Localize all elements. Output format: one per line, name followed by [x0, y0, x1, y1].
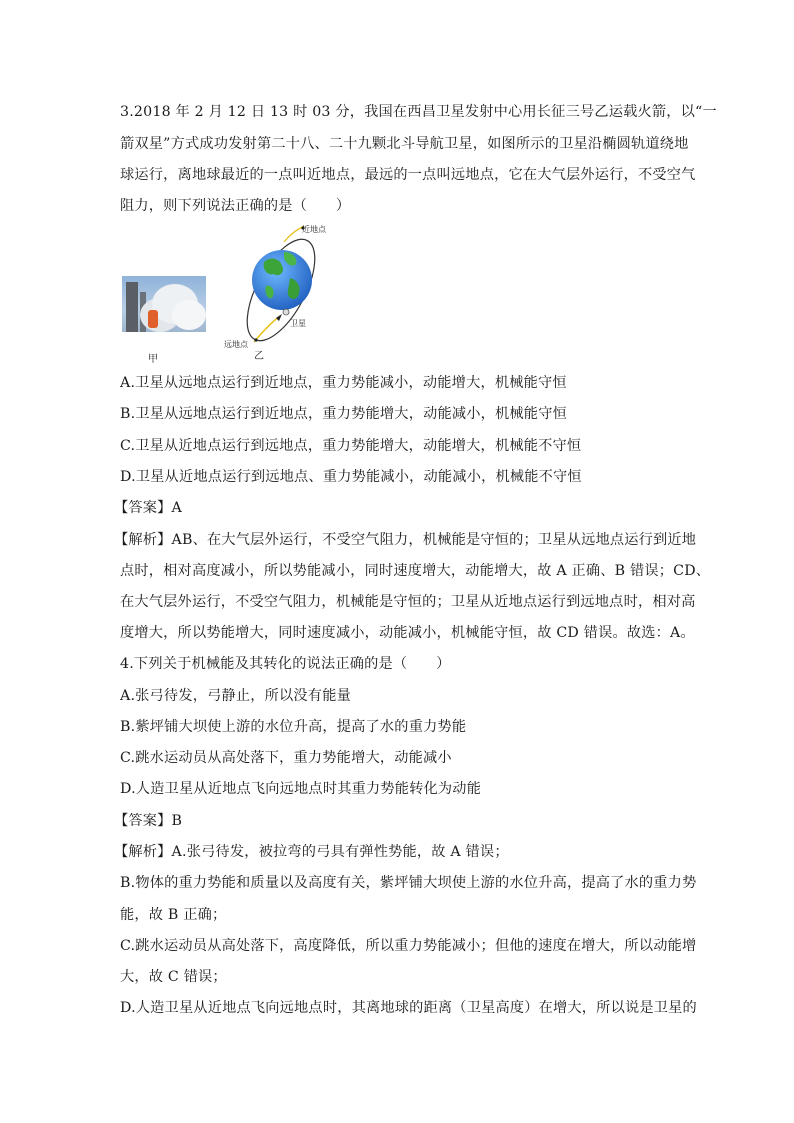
q4-option-a: A.张弓待发，弓静止，所以没有能量	[120, 688, 351, 704]
q4-answer: 【答案】B	[114, 813, 183, 829]
q3-analysis-line-4: 度增大，所以势能增大，同时速度减小，动能减小，机械能守恒，故 CD 错误。故选：A。	[120, 625, 695, 641]
satellite-orbit-diagram	[224, 222, 334, 362]
q4-analysis-line-5: 大，故 C 错误；	[120, 969, 227, 985]
q3-figures	[120, 222, 340, 364]
q3-answer: 【答案】A	[114, 500, 182, 516]
q4-analysis-line-6: D.人造卫星从近地点飞向远地点时，其离地球的距离（卫星高度）在增大，所以说是卫星的	[120, 1000, 697, 1016]
q3-option-b: B.卫星从远地点运行到近地点，重力势能增大，动能减小，机械能守恒	[120, 406, 567, 422]
q3-option-c: C.卫星从近地点运行到远地点，重力势能增大，动能增大，机械能不守恒	[120, 438, 582, 454]
q4-option-d: D.人造卫星从近地点飞向远地点时其重力势能转化为动能	[120, 781, 482, 797]
q4-analysis-line-4: C.跳水运动员从高处落下，高度降低，所以重力势能减小；但他的速度在增大，所以动能增	[120, 938, 697, 954]
q4-stem: 4.下列关于机械能及其转化的说法正确的是（ ）	[120, 656, 451, 672]
satellite-icon	[283, 309, 289, 315]
label-bottom-point: 远地点	[224, 340, 248, 349]
q3-analysis-line-2: 点时，相对高度减小，所以势能减小，同时速度增大，动能增大，故 A 正确、B 错误；CD、	[120, 563, 711, 579]
q3-stem-line-3: 球运行，离地球最近的一点叫近地点，最远的一点叫远地点，它在大气层外运行，不受空气	[120, 167, 696, 183]
q3-analysis-line-3: 在大气层外运行，不受空气阻力，机械能是守恒的；卫星从近地点运行到远地点时，相对高	[120, 594, 696, 610]
figure-label-yi: 乙	[254, 351, 264, 362]
earth-icon	[252, 250, 312, 310]
q3-option-d: D.卫星从近地点运行到远地点、重力势能减小，动能减小，机械能不守恒	[120, 469, 582, 485]
q3-stem-line-1: 3.2018 年 2 月 12 日 13 时 03 分，我国在西昌卫星发射中心用长征三号乙运载火箭，以“一	[120, 104, 717, 120]
q4-option-c: C.跳水运动员从高处落下，重力势能增大，动能减小	[120, 750, 452, 766]
rocket-launch-photo	[122, 276, 206, 332]
q3-stem-line-2: 箭双星”方式成功发射第二十八、二十九颗北斗导航卫星，如图所示的卫星沿椭圆轨道绕地	[120, 136, 689, 152]
figure-label-jia: 甲	[148, 354, 158, 365]
q4-analysis-line-1: 【解析】A.张弓待发，被拉弯的弓具有弹性势能，故 A 错误；	[114, 844, 509, 860]
q3-option-a: A.卫星从远地点运行到近地点，重力势能减小，动能增大，机械能守恒	[120, 375, 567, 391]
q4-option-b: B.紫坪铺大坝使上游的水位升高，提高了水的重力势能	[120, 719, 467, 735]
q4-analysis-line-3: 能，故 B 正确；	[120, 907, 227, 923]
q3-stem-line-4: 阻力，则下列说法正确的是（ ）	[120, 198, 351, 214]
q3-analysis-line-1: 【解析】AB、在大气层外运行，不受空气阻力，机械能是守恒的；卫星从远地点运行到近地	[114, 532, 697, 548]
q4-analysis-line-2: B.物体的重力势能和质量以及高度有关，紫坪铺大坝使上游的水位升高，提高了水的重力势	[120, 875, 697, 891]
label-satellite: 卫星	[290, 319, 306, 328]
label-top-point: 近地点	[302, 225, 326, 234]
